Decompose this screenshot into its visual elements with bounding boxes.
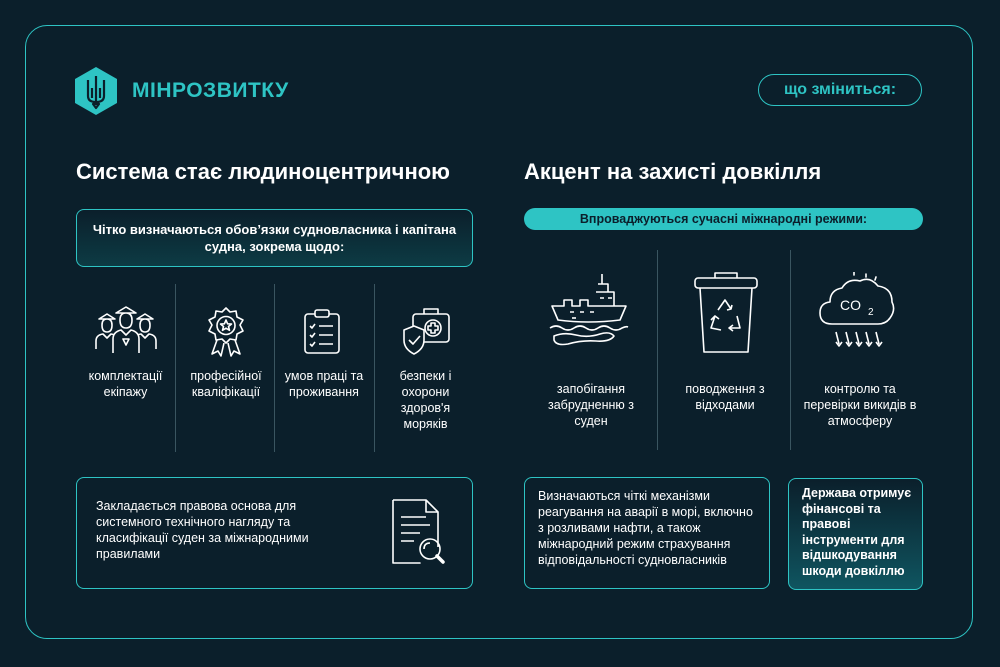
left-item-caption: безпеки і охорони здоров'я моряків bbox=[399, 369, 452, 431]
divider bbox=[175, 284, 176, 452]
medical-shield-icon bbox=[400, 306, 452, 356]
what-changes-badge: що зміниться: bbox=[758, 74, 922, 106]
co2-label: CO bbox=[840, 297, 861, 313]
left-heading: Система стає людиноцентричною bbox=[76, 159, 450, 184]
left-item-caption: умов праці та проживання bbox=[284, 369, 364, 399]
left-item-caption: комплектації екіпажу bbox=[88, 369, 163, 399]
document-search-icon bbox=[390, 497, 446, 569]
right-item-caption: поводження з відходами bbox=[685, 382, 765, 412]
right-intro-bar: Впроваджуються сучасні міжнародні режими: bbox=[524, 208, 923, 230]
co2-cloud-icon bbox=[818, 272, 896, 354]
trident-logo-icon bbox=[73, 66, 119, 116]
divider bbox=[374, 284, 375, 452]
left-intro-box bbox=[76, 209, 473, 267]
left-item-caption: професійної кваліфікації bbox=[190, 369, 262, 399]
finance-box bbox=[788, 478, 923, 590]
recycle-bin-icon bbox=[693, 270, 759, 356]
technical-supervision-text: Закладається правова основа для системного технічного нагляду та класифікації суден за міжнародними правилами bbox=[96, 499, 309, 561]
checklist-icon bbox=[302, 309, 342, 355]
divider bbox=[790, 250, 791, 450]
crew-icon bbox=[93, 305, 159, 355]
brand-name: МІНРОЗВИТКУ bbox=[132, 79, 289, 102]
divider bbox=[657, 250, 658, 450]
mechanisms-text: Визначаються чіткі механізми реагування на аварії в морі, включно з розливами нафти, а також міжнародний режим страхування відповідальності судновласників bbox=[538, 489, 753, 567]
right-heading: Акцент на захисті довкілля bbox=[524, 159, 822, 184]
co2-subscript: 2 bbox=[868, 307, 874, 318]
ship-pollution-icon bbox=[548, 272, 630, 352]
left-intro-text: Чітко визначаються обов’язки судновласника і капітана судна, зокрема щодо: bbox=[92, 222, 457, 254]
award-medal-icon bbox=[205, 306, 247, 358]
right-item-caption: запобігання забрудненню з суден bbox=[547, 382, 635, 428]
finance-text: Держава отримує фінансові та правові інструменти для відшкодування шкоди довкіллю bbox=[802, 486, 912, 578]
right-item-caption: контролю та перевірки викидів в атмосферу bbox=[803, 382, 917, 428]
divider bbox=[274, 284, 275, 452]
